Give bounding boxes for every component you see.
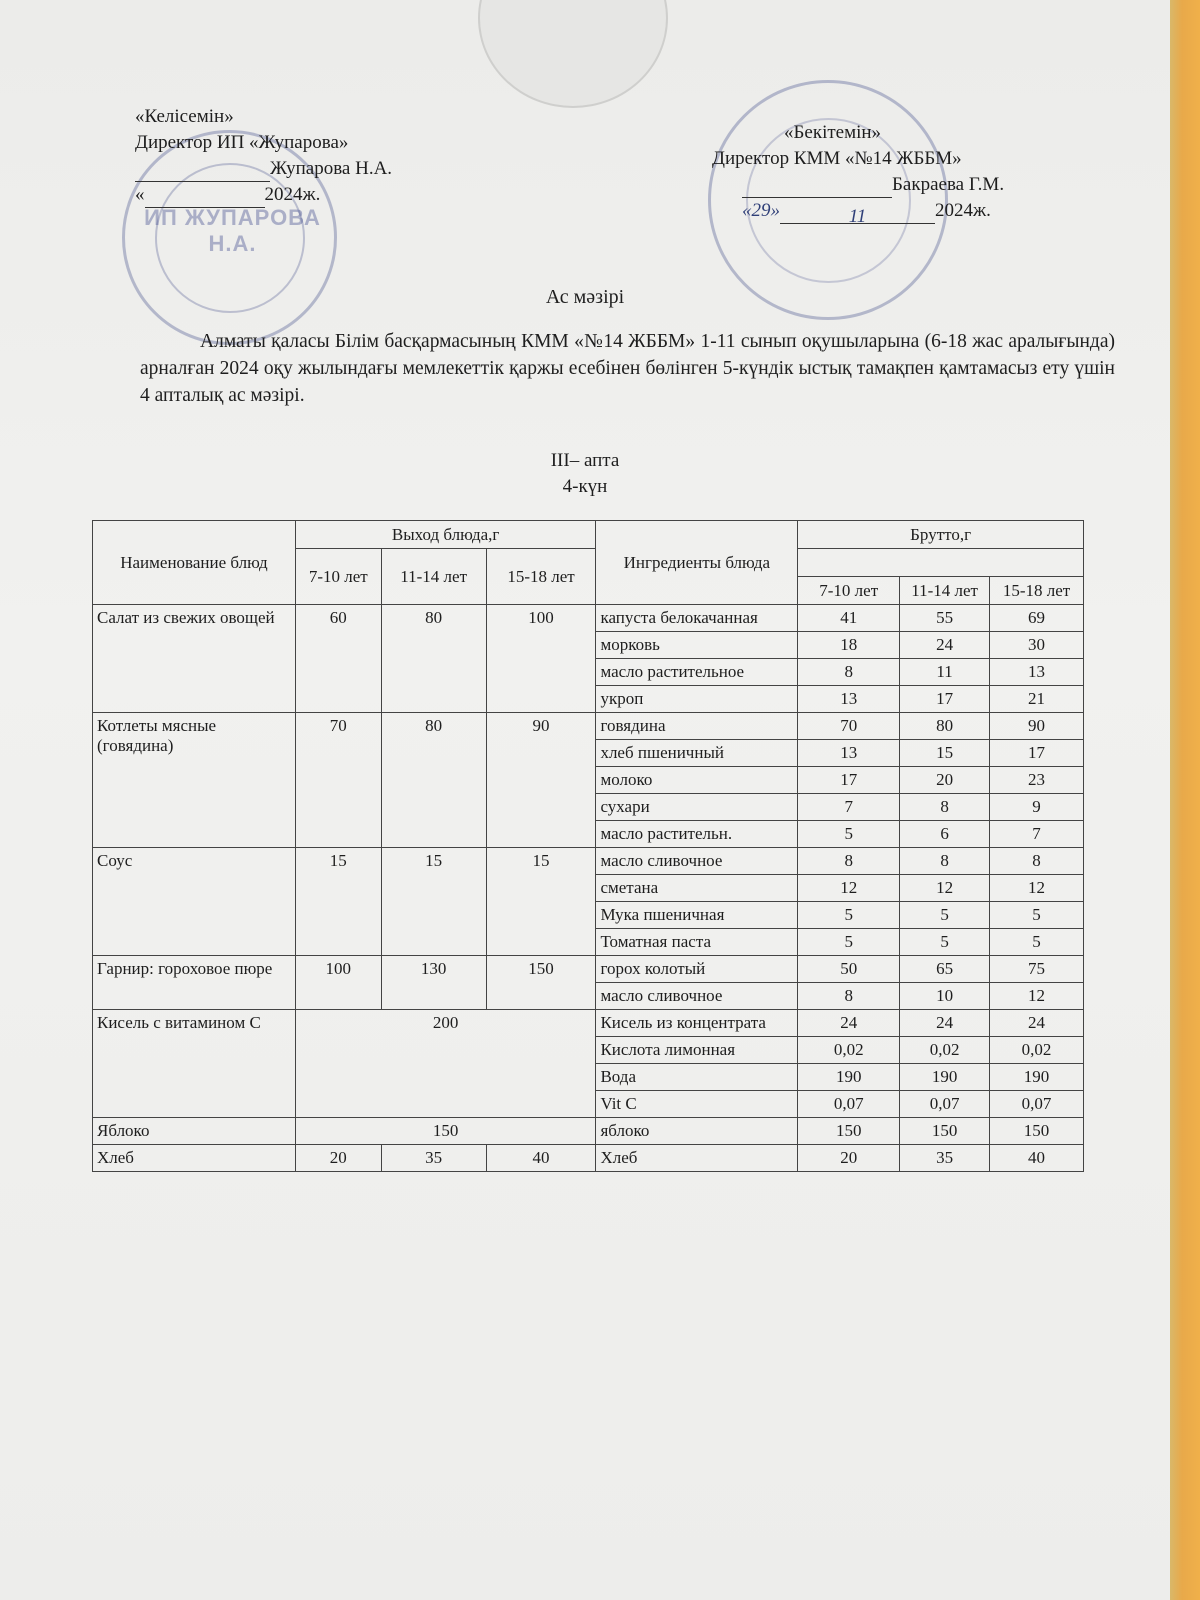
gross-value: 65 [900, 956, 990, 983]
gross-value: 20 [900, 767, 990, 794]
header-output-age2: 11-14 лет [381, 549, 486, 605]
header-gross-age2: 11-14 лет [900, 577, 990, 605]
menu-table-header [93, 521, 1084, 605]
approval-left [135, 104, 392, 208]
gross-value: 41 [798, 605, 900, 632]
gross-value: 13 [798, 740, 900, 767]
gross-value: 5 [900, 902, 990, 929]
table-row [93, 1010, 1084, 1037]
gross-value: 24 [990, 1010, 1084, 1037]
dish-name: Хлеб [93, 1145, 296, 1172]
gross-value: 5 [900, 929, 990, 956]
gross-value: 12 [990, 983, 1084, 1010]
gross-value: 69 [990, 605, 1084, 632]
dish-output: 20 [295, 1145, 381, 1172]
gross-value: 75 [990, 956, 1084, 983]
date-month: 11 [780, 204, 935, 224]
ingredient-name: молоко [596, 767, 798, 794]
gross-value: 10 [900, 983, 990, 1010]
gross-value: 18 [798, 632, 900, 659]
dish-output: 100 [295, 956, 381, 1010]
gross-value: 20 [798, 1145, 900, 1172]
stamp-left: ИП ЖУПАРОВА Н.А. [122, 130, 337, 345]
gross-value: 5 [798, 929, 900, 956]
gross-value: 17 [990, 740, 1084, 767]
gross-value: 55 [900, 605, 990, 632]
ingredient-name: яблоко [596, 1118, 798, 1145]
dish-output: 80 [381, 605, 486, 713]
approval-left-date: « 2024ж. [135, 182, 392, 208]
ingredient-name: капуста белокачанная [596, 605, 798, 632]
approval-right-name: Бакраева Г.М. [892, 174, 1005, 195]
approval-left-name: Жупарова Н.А. [270, 158, 393, 179]
table-row [93, 1145, 1084, 1172]
approval-right-signature [712, 172, 1004, 198]
dish-name: Гарнир: гороховое пюре [93, 956, 296, 1010]
ingredient-name: Вода [596, 1064, 798, 1091]
dish-output: 90 [486, 713, 596, 848]
approval-left-label: «Келісемін» [135, 106, 234, 127]
ingredient-name: говядина [596, 713, 798, 740]
ingredient-name: сухари [596, 794, 798, 821]
header-ingredients: Ингредиенты блюда [596, 521, 798, 605]
gross-value: 5 [990, 902, 1084, 929]
gross-value: 11 [900, 659, 990, 686]
dish-output: 15 [486, 848, 596, 956]
table-row [93, 713, 1084, 740]
dish-output: 15 [295, 848, 381, 956]
gross-value: 0,02 [990, 1037, 1084, 1064]
header-dish: Наименование блюд [93, 521, 296, 605]
background-edge [1170, 0, 1200, 1600]
menu-table [92, 520, 1084, 1172]
dish-name: Салат из свежих овощей [93, 605, 296, 713]
ingredient-name: Кислота лимонная [596, 1037, 798, 1064]
gross-value: 0,07 [798, 1091, 900, 1118]
dish-output: 130 [381, 956, 486, 1010]
gross-value: 8 [900, 794, 990, 821]
header-gross-age3: 15-18 лет [990, 577, 1084, 605]
header-gross-age1: 7-10 лет [798, 577, 900, 605]
gross-value: 190 [990, 1064, 1084, 1091]
gross-value: 35 [900, 1145, 990, 1172]
approval-left-signature [135, 156, 392, 182]
gross-value: 23 [990, 767, 1084, 794]
intro-paragraph: Алматы қаласы Білім басқармасының КММ «№14 ЖББМ» 1-11 сынып оқушыларына (6-18 жас аралығында) арналған 2024 оқу жылындағы мемлекеттік қаржы есебінен бөлінген 5-күндік ыстық тамақпен қамтамасыз ету үшін 4 апталық ас мәзірі. [140, 331, 1115, 406]
ingredient-name: Хлеб [596, 1145, 798, 1172]
gross-value: 0,02 [798, 1037, 900, 1064]
dish-output: 35 [381, 1145, 486, 1172]
gross-value: 24 [798, 1010, 900, 1037]
table-row [93, 848, 1084, 875]
ingredient-name: сметана [596, 875, 798, 902]
dish-name: Кисель с витамином С [93, 1010, 296, 1118]
gross-value: 5 [798, 821, 900, 848]
header-gross: Брутто,г [798, 521, 1084, 549]
gross-value: 50 [798, 956, 900, 983]
gross-value: 9 [990, 794, 1084, 821]
gross-value: 8 [798, 983, 900, 1010]
ingredient-name: масло сливочное [596, 848, 798, 875]
approval-right [712, 120, 1005, 227]
approval-left-position: Директор ИП «Жупарова» [135, 132, 349, 153]
header-output-age3: 15-18 лет [486, 549, 596, 605]
gross-value: 12 [990, 875, 1084, 902]
header-output-age1: 7-10 лет [295, 549, 381, 605]
dish-output: 150 [486, 956, 596, 1010]
gross-value: 30 [990, 632, 1084, 659]
dish-name: Котлеты мясные (говядина) [93, 713, 296, 848]
table-row [93, 956, 1084, 983]
gross-value: 7 [990, 821, 1084, 848]
week-day-heading [0, 448, 1170, 500]
gross-value: 8 [798, 848, 900, 875]
ingredient-name: Кисель из концентрата [596, 1010, 798, 1037]
gross-value: 190 [798, 1064, 900, 1091]
gross-value: 80 [900, 713, 990, 740]
gross-value: 70 [798, 713, 900, 740]
table-row [93, 605, 1084, 632]
gross-value: 21 [990, 686, 1084, 713]
gross-value: 12 [900, 875, 990, 902]
gross-value: 8 [798, 659, 900, 686]
signature-line [742, 178, 892, 198]
date-line [205, 188, 265, 208]
ingredient-name: масло растительн. [596, 821, 798, 848]
gross-value: 90 [990, 713, 1084, 740]
gross-value: 12 [798, 875, 900, 902]
ingredient-name: укроп [596, 686, 798, 713]
date-line [145, 188, 205, 208]
dish-name: Соус [93, 848, 296, 956]
gross-value: 40 [990, 1145, 1084, 1172]
gross-value: 13 [990, 659, 1084, 686]
gross-value: 150 [990, 1118, 1084, 1145]
gross-value: 190 [900, 1064, 990, 1091]
table-row [93, 1118, 1084, 1145]
gross-value: 24 [900, 632, 990, 659]
page-title: Ас мәзірі [545, 286, 625, 308]
week-label: III– апта [550, 450, 620, 471]
dish-output: 200 [295, 1010, 596, 1118]
ingredient-name: Мука пшеничная [596, 902, 798, 929]
day-label: 4-күн [562, 476, 608, 497]
ingredient-name: масло сливочное [596, 983, 798, 1010]
gross-value: 0,02 [900, 1037, 990, 1064]
ingredient-name: горох колотый [596, 956, 798, 983]
dish-output: 150 [295, 1118, 596, 1145]
gross-value: 8 [990, 848, 1084, 875]
approval-right-label: «Бекітемін» [784, 122, 882, 143]
gross-value: 17 [798, 767, 900, 794]
gross-value: 6 [900, 821, 990, 848]
dish-output: 70 [295, 713, 381, 848]
ingredient-name: морковь [596, 632, 798, 659]
gross-value: 15 [900, 740, 990, 767]
signature-line [135, 162, 270, 182]
gross-value: 0,07 [900, 1091, 990, 1118]
dish-name: Яблоко [93, 1118, 296, 1145]
gross-value: 5 [798, 902, 900, 929]
gross-value: 7 [798, 794, 900, 821]
gross-value: 8 [900, 848, 990, 875]
gross-value: 5 [990, 929, 1084, 956]
dish-output: 40 [486, 1145, 596, 1172]
header-output: Выход блюда,г [295, 521, 596, 549]
gross-value: 17 [900, 686, 990, 713]
ingredient-name: хлеб пшеничный [596, 740, 798, 767]
dish-output: 100 [486, 605, 596, 713]
gross-value: 0,07 [990, 1091, 1084, 1118]
approval-right-date: «29» 11 2024ж. [742, 200, 991, 227]
ingredient-name: Томатная паста [596, 929, 798, 956]
dish-output: 15 [381, 848, 486, 956]
menu-table-body [93, 605, 1084, 1172]
ingredient-name: Vit C [596, 1091, 798, 1118]
gross-value: 150 [900, 1118, 990, 1145]
dish-output: 60 [295, 605, 381, 713]
gross-value: 13 [798, 686, 900, 713]
gross-value: 24 [900, 1010, 990, 1037]
ingredient-name: масло растительное [596, 659, 798, 686]
dish-output: 80 [381, 713, 486, 848]
gross-value: 150 [798, 1118, 900, 1145]
approval-right-position: Директор КММ «№14 ЖББМ» [712, 148, 962, 169]
